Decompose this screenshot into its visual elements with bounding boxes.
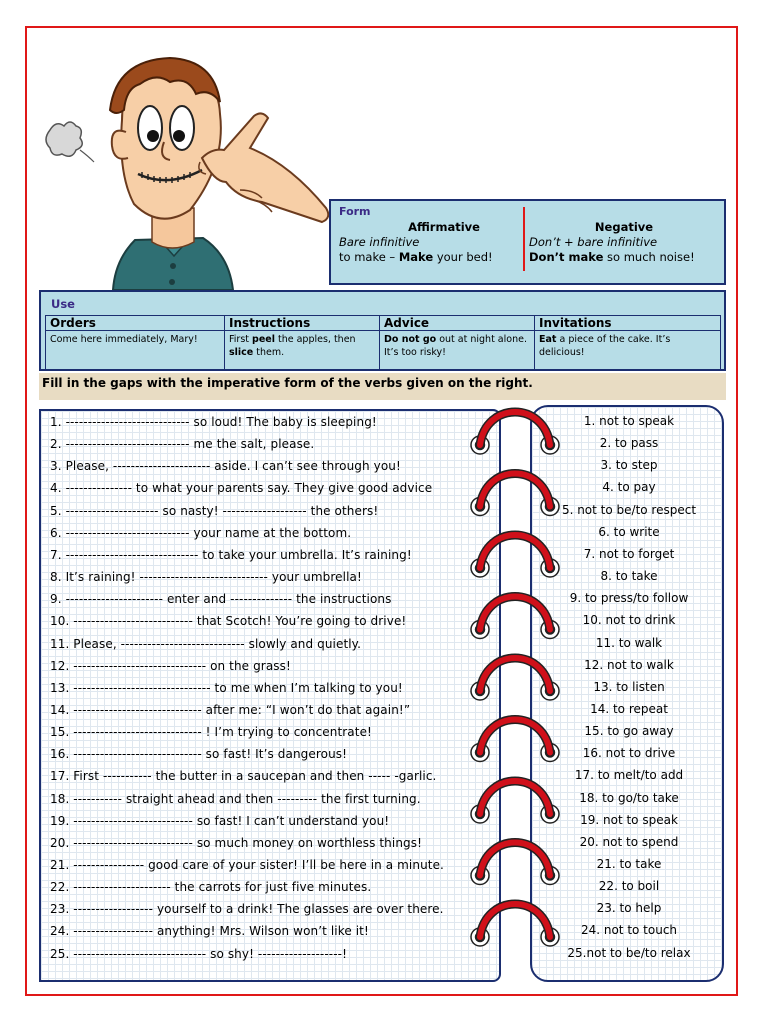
use-box: [39, 290, 726, 371]
verb-item: 10. not to drink: [582, 613, 676, 628]
verb-item: 6. to write: [598, 524, 660, 539]
verb-item: 2. to pass: [599, 436, 659, 451]
negative-example-bold: Don’t make: [529, 250, 604, 264]
instructions-text-2: the apples, then: [274, 334, 356, 345]
ring: [471, 597, 559, 639]
use-table: [45, 315, 721, 370]
sentence-item: 20. --------------------------- so much money on worthless things!: [50, 835, 423, 850]
advice-text: out at night alone. It’s too risky!: [384, 334, 527, 358]
verb-item: 8. to take: [600, 569, 658, 584]
affirmative-column: [339, 220, 519, 265]
verb-item: 18. to go/to take: [579, 790, 679, 805]
verb-item: 7. not to forget: [583, 546, 675, 561]
instructions-text-1: First: [229, 334, 253, 345]
verb-item: 22. to boil: [598, 879, 660, 894]
verb-item: 11. to walk: [595, 635, 663, 650]
sentence-item: 18. ----------- straight ahead and then --------- the first turning.: [50, 791, 421, 806]
ring: [471, 412, 559, 454]
sentence-item: 22. ---------------------- the carrots for just five minutes.: [50, 880, 372, 895]
zipped-mouth-man-illustration: [40, 40, 330, 290]
header-orders: Orders: [46, 316, 225, 331]
sentence-item: 13. ------------------------------- to me when I’m talking to you!: [50, 680, 403, 695]
ring: [471, 474, 559, 516]
cell-advice: [380, 331, 535, 370]
sentence-item: 5. --------------------- so nasty! ------------------- the others!: [50, 503, 379, 518]
negative-column: [529, 220, 719, 265]
affirmative-heading: Affirmative: [408, 220, 480, 234]
affirmative-example-suffix: your bed!: [433, 250, 493, 264]
negative-heading: Negative: [594, 220, 654, 234]
form-box: [329, 199, 726, 285]
exercise-instruction: Fill in the gaps with the imperative form of the verbs given on the right.: [39, 373, 726, 400]
verb-item: 19. not to speak: [580, 812, 678, 827]
affirmative-example-prefix: to make –: [339, 250, 399, 264]
verb-item: 17. to melt/to add: [574, 768, 684, 783]
verb-item: 5. not to be/to respect: [561, 502, 697, 517]
affirmative-rule: Bare infinitive: [339, 235, 420, 249]
ring: [471, 904, 559, 946]
verb-item: 1. not to speak: [583, 414, 675, 428]
use-title: Use: [51, 297, 75, 311]
sentence-item: 9. ---------------------- enter and -------------- the instructions: [50, 592, 392, 607]
sentence-item: 24. ------------------ anything! Mrs. Wilson won’t like it!: [50, 924, 369, 939]
sentence-item: 3. Please, ---------------------- aside. I can’t see through you!: [50, 459, 401, 474]
verb-item: 12. not to walk: [584, 657, 674, 672]
verb-item: 15. to go away: [584, 724, 674, 739]
sentence-item: 2. ---------------------------- me the salt, please.: [50, 437, 315, 452]
sentence-item: 25. ------------------------------ so shy! -------------------!: [50, 946, 347, 961]
ring: [471, 843, 559, 885]
sentence-item: 17. First ----------- the butter in a saucepan and then ----- -garlic.: [50, 769, 437, 784]
notebook-rings: [460, 405, 570, 985]
negative-example-suffix: so much noise!: [603, 250, 695, 264]
sentence-item: 6. ---------------------------- your name at the bottom.: [50, 525, 352, 540]
sentence-item: 8. It’s raining! ----------------------------- your umbrella!: [50, 570, 362, 585]
advice-bold: Do not go: [384, 334, 437, 345]
instructions-bold-2: slice: [229, 347, 254, 358]
sentence-item: 10. --------------------------- that Scotch! You’re going to drive!: [50, 614, 407, 629]
cell-invitations: [535, 331, 721, 370]
ring: [471, 720, 559, 762]
header-instructions: Instructions: [225, 316, 380, 331]
sentence-item: 7. ------------------------------ to take your umbrella. It’s raining!: [50, 547, 412, 562]
verb-item: 14. to repeat: [590, 701, 668, 716]
sentence-item: 23. ------------------ yourself to a drink! The glasses are over there.: [50, 902, 444, 917]
header-advice: Advice: [380, 316, 535, 331]
instructions-bold-1: peel: [252, 334, 275, 345]
sentence-item: 11. Please, ---------------------------- slowly and quietly.: [50, 636, 362, 651]
verb-item: 4. to pay: [602, 480, 656, 495]
verb-item: 25.not to be/to relax: [567, 945, 691, 960]
verb-item: 3. to step: [600, 458, 658, 473]
verb-item: 20. not to spend: [579, 834, 679, 849]
invitations-bold: Eat: [539, 334, 557, 345]
ring: [471, 658, 559, 700]
sentence-item: 4. --------------- to what your parents say. They give good advice: [50, 481, 433, 496]
verb-item: 9. to press/to follow: [569, 591, 689, 606]
verb-item: 24. not to touch: [580, 923, 678, 938]
verb-item: 16. not to drive: [582, 746, 676, 761]
sentence-item: 19. --------------------------- so fast! I can’t understand you!: [50, 813, 390, 828]
use-table-row: [46, 331, 721, 370]
affirmative-example: [339, 250, 519, 265]
sentence-item: 15. ----------------------------- ! I’m trying to concentrate!: [50, 725, 372, 740]
affirmative-example-bold: Make: [398, 250, 434, 264]
verb-item: 13. to listen: [593, 679, 665, 694]
cell-orders: Come here immediately, Mary!: [46, 331, 225, 370]
form-divider: [523, 207, 525, 271]
negative-rule: Don’t + bare infinitive: [529, 235, 658, 249]
sentence-item: 16. ----------------------------- so fast! It’s dangerous!: [50, 747, 348, 762]
sentence-item: 1. ---------------------------- so loud! The baby is sleeping!: [50, 415, 377, 429]
use-table-header-row: [46, 316, 721, 331]
ring: [471, 781, 559, 823]
ring: [471, 535, 559, 577]
sentence-item: 14. ----------------------------- after me: “I won’t do that again!”: [50, 702, 411, 717]
verb-item: 23. to help: [596, 901, 662, 916]
instructions-text-3: them.: [253, 347, 285, 358]
cell-instructions: [225, 331, 380, 370]
header-invitations: Invitations: [535, 316, 721, 331]
verb-item: 21. to take: [596, 857, 662, 871]
sentence-item: 12. ------------------------------ on the grass!: [50, 658, 291, 673]
invitations-text: a piece of the cake. It’s delicious!: [539, 334, 671, 358]
negative-example: [529, 250, 719, 265]
form-title: Form: [339, 205, 371, 218]
sentence-item: 21. ---------------- good care of your sister! I’ll be here in a minute.: [50, 858, 444, 872]
